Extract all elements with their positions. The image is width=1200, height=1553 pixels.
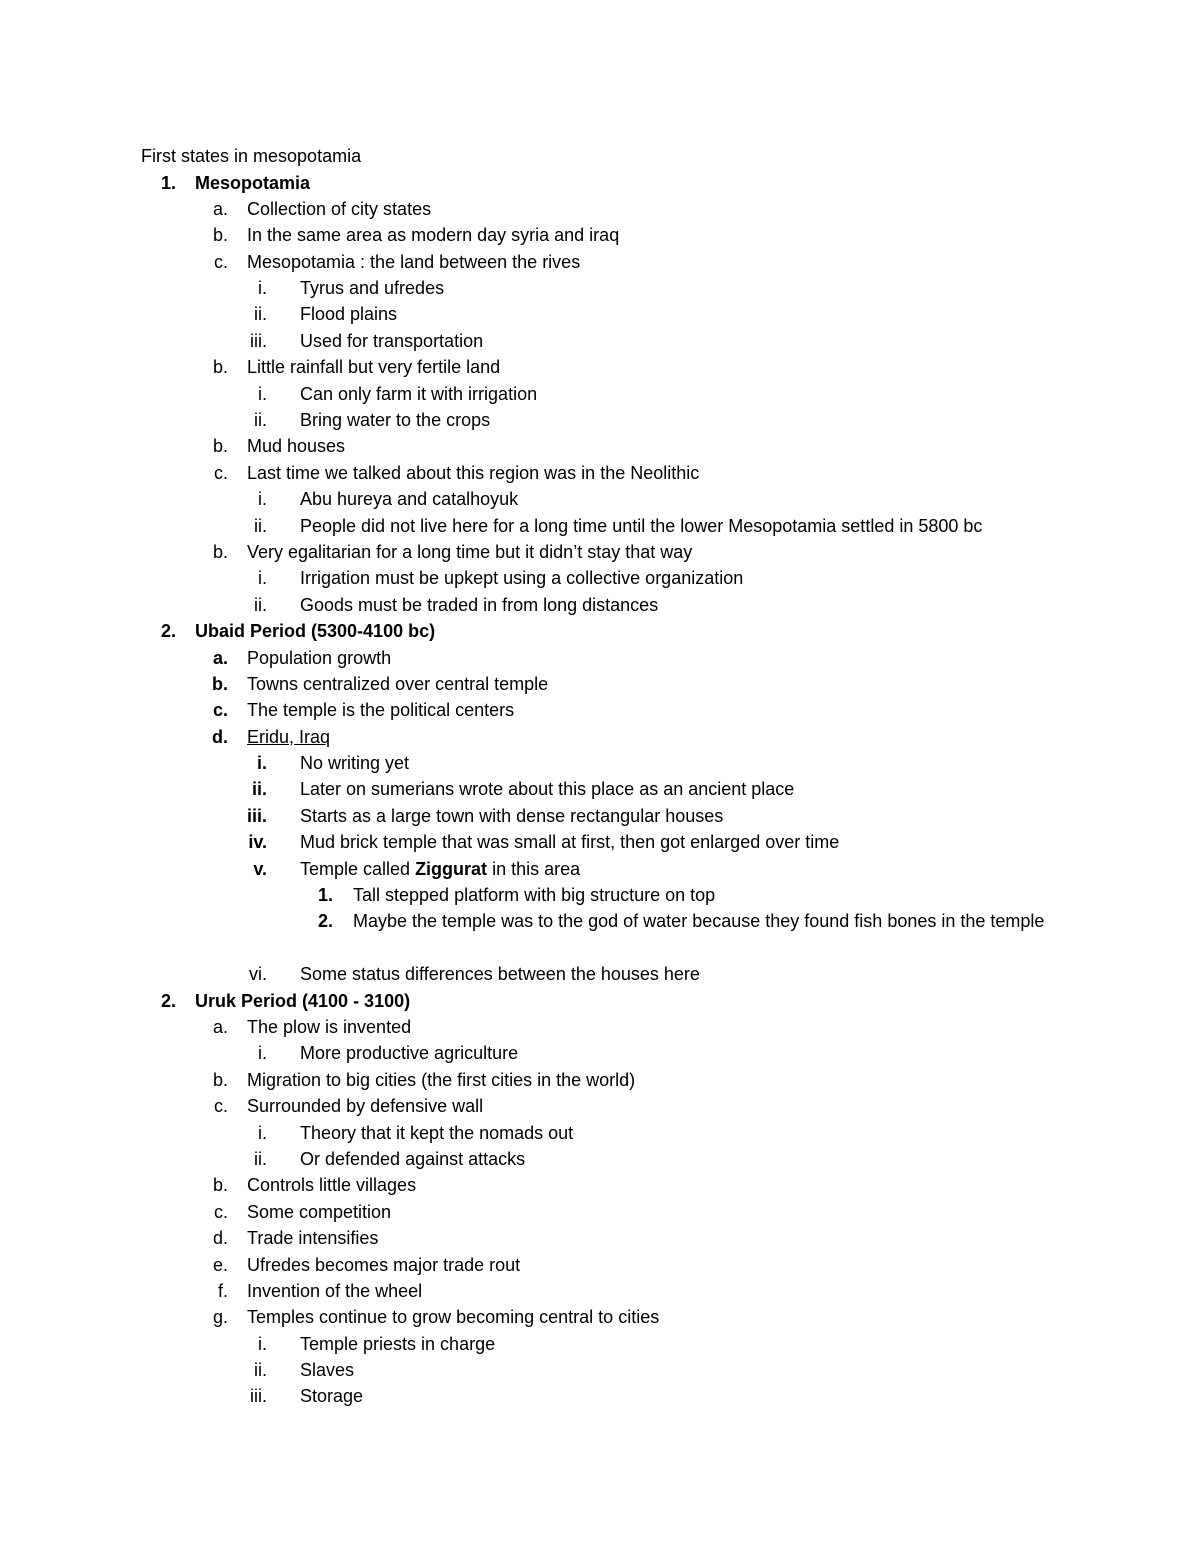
outline-item-level-2 xyxy=(0,697,1200,723)
outline-item-marker: i. xyxy=(258,1333,267,1354)
outline-list xyxy=(0,170,1200,1410)
outline-item-marker: i. xyxy=(256,753,267,774)
outline-item-level-2 xyxy=(0,1093,1200,1119)
outline-item-marker: iv. xyxy=(248,832,267,853)
outline-item-level-2 xyxy=(0,354,1200,380)
outline-item-text: Or defended against attacks xyxy=(300,1148,526,1169)
outline-item-level-2 xyxy=(0,1172,1200,1198)
outline-item-text: Controls little villages xyxy=(247,1175,417,1196)
outline-item-marker: i. xyxy=(258,489,267,510)
outline-item-text: Towns centralized over central temple xyxy=(247,673,549,694)
outline-item-marker: b. xyxy=(212,1069,228,1090)
outline-item-text: Can only farm it with irrigation xyxy=(300,383,538,404)
outline-item-marker: i. xyxy=(258,1043,267,1064)
outline-item-text: Temples continue to grow becoming central to cities xyxy=(247,1307,660,1328)
outline-item-text: Ubaid Period (5300-4100 bc) xyxy=(195,621,436,642)
outline-item-marker: i. xyxy=(258,278,267,299)
outline-item-text: Maybe the temple was to the god of water because they found fish bones in the temple xyxy=(353,911,1045,932)
outline-item-level-2 xyxy=(0,1304,1200,1330)
outline-item-level-3 xyxy=(0,407,1200,433)
outline-item-level-3 xyxy=(0,275,1200,301)
outline-item-text: Migration to big cities (the first cities in the world) xyxy=(247,1069,636,1090)
outline-item-marker: c. xyxy=(213,251,228,272)
outline-item-marker: ii. xyxy=(251,779,267,800)
outline-item-marker: i. xyxy=(258,568,267,589)
outline-item-text: Last time we talked about this region was in the Neolithic xyxy=(247,462,700,483)
outline-item-marker: g. xyxy=(212,1307,228,1328)
outline-item-text-part: Temple called xyxy=(300,858,416,879)
outline-item-marker: b. xyxy=(212,673,228,694)
outline-item-text: Used for transportation xyxy=(300,330,484,351)
outline-item-text: Later on sumerians wrote about this place as an ancient place xyxy=(300,779,795,800)
outline-item-text: Ufredes becomes major trade rout xyxy=(247,1254,521,1275)
outline-item-level-4 xyxy=(0,908,1200,961)
outline-item-level-3 xyxy=(0,301,1200,327)
outline-item-text: The temple is the political centers xyxy=(247,700,515,721)
outline-item-marker: 2. xyxy=(160,621,176,642)
outline-item-text: More productive agriculture xyxy=(300,1043,519,1064)
outline-item-marker: e. xyxy=(212,1254,228,1275)
outline-item-level-3 xyxy=(0,829,1200,855)
outline-item-text: No writing yet xyxy=(300,753,410,774)
outline-item-level-2 xyxy=(0,196,1200,222)
outline-item-marker: a. xyxy=(212,1017,228,1038)
outline-item-marker: iii. xyxy=(246,805,267,826)
outline-item-marker: ii. xyxy=(254,594,267,615)
outline-item-marker: iii. xyxy=(250,330,267,351)
outline-item-text: Temple priests in charge xyxy=(300,1333,496,1354)
outline-item-level-2 xyxy=(0,222,1200,248)
outline-item-level-2 xyxy=(0,249,1200,275)
outline-item-level-3 xyxy=(0,750,1200,776)
outline-item-marker: 1. xyxy=(160,172,176,193)
outline-item-text-part: in this area xyxy=(487,858,581,879)
outline-item-marker: c. xyxy=(212,700,228,721)
outline-item-level-3 xyxy=(0,961,1200,987)
outline-item-text: Flood plains xyxy=(300,304,398,325)
outline-item-marker: b. xyxy=(212,1175,228,1196)
outline-item-marker: a. xyxy=(212,198,228,219)
outline-item-level-2 xyxy=(0,1014,1200,1040)
outline-item-text: Mesopotamia : the land between the rives xyxy=(247,251,581,272)
outline-item-text: In the same area as modern day syria and iraq xyxy=(247,225,620,246)
outline-item-level-3 xyxy=(0,1331,1200,1357)
outline-item-text: Collection of city states xyxy=(247,198,432,219)
outline-item-level-2 xyxy=(0,1252,1200,1278)
outline-item-level-3 xyxy=(0,1146,1200,1172)
outline-item-text: Some competition xyxy=(247,1201,392,1222)
outline-item-level-3 xyxy=(0,803,1200,829)
outline-item-level-3 xyxy=(0,328,1200,354)
outline-item-marker: b. xyxy=(212,541,228,562)
outline-item-level-3 xyxy=(0,592,1200,618)
outline-item-level-2 xyxy=(0,724,1200,750)
outline-item-level-2 xyxy=(0,1225,1200,1251)
outline-item-text: Little rainfall but very fertile land xyxy=(247,357,501,378)
outline-item-text: Storage xyxy=(300,1386,364,1407)
outline-item-marker: 2. xyxy=(160,990,176,1011)
outline-item-marker: 2. xyxy=(317,911,333,932)
outline-item-marker: i. xyxy=(258,383,267,404)
outline-item-marker: c. xyxy=(213,462,228,483)
outline-item-marker: i. xyxy=(258,1122,267,1143)
document-title: First states in mesopotamia xyxy=(141,146,362,166)
outline-item-text xyxy=(300,856,580,882)
outline-item-marker: 1. xyxy=(317,885,333,906)
outline-item-text: Mesopotamia xyxy=(195,172,311,193)
outline-item-marker: ii. xyxy=(254,1148,267,1169)
outline-item-text: Eridu, Iraq xyxy=(247,726,331,747)
outline-item-level-3 xyxy=(0,776,1200,802)
outline-item-marker: c. xyxy=(213,1096,228,1117)
outline-item-level-2 xyxy=(0,1278,1200,1304)
outline-item-level-2 xyxy=(0,433,1200,459)
outline-item-text: Goods must be traded in from long distances xyxy=(300,594,659,615)
outline-item-text: Starts as a large town with dense rectangular houses xyxy=(300,805,724,826)
outline-item-text: Slaves xyxy=(300,1360,355,1381)
outline-item-level-2 xyxy=(0,645,1200,671)
outline-item-level-2 xyxy=(0,671,1200,697)
outline-item-text: Bring water to the crops xyxy=(300,410,491,431)
outline-item-level-2 xyxy=(0,1067,1200,1093)
outline-item-level-3 xyxy=(0,381,1200,407)
outline-item-marker: d. xyxy=(212,726,228,747)
outline-item-level-3 xyxy=(0,1120,1200,1146)
outline-item-marker: vi. xyxy=(249,964,267,985)
outline-item-marker: b. xyxy=(212,357,228,378)
outline-item-level-3 xyxy=(0,1383,1200,1409)
outline-item-text: Some status differences between the houses here xyxy=(300,964,700,985)
outline-item-text: People did not live here for a long time until the lower Mesopotamia settled in 5800 bc xyxy=(300,515,983,536)
outline-item-text: Very egalitarian for a long time but it didn’t stay that way xyxy=(247,541,693,562)
outline-item-marker: v. xyxy=(253,858,267,879)
outline-item-text: Irrigation must be upkept using a collective organization xyxy=(300,568,744,589)
outline-item-marker: a. xyxy=(212,647,228,668)
outline-item-marker: ii. xyxy=(254,410,267,431)
outline-item-text: Trade intensifies xyxy=(247,1228,379,1249)
outline-item-level-1 xyxy=(0,988,1200,1014)
outline-item-text: Abu hureya and catalhoyuk xyxy=(300,489,519,510)
outline-item-level-3 xyxy=(0,513,1200,539)
outline-item-text: Tyrus and ufredes xyxy=(300,278,445,299)
outline-item-marker: d. xyxy=(212,1228,228,1249)
outline-item-level-3 xyxy=(0,565,1200,591)
outline-item-marker: b. xyxy=(212,225,228,246)
outline-item-text: Invention of the wheel xyxy=(247,1280,423,1301)
outline-item-text: Surrounded by defensive wall xyxy=(247,1096,484,1117)
outline-item-text: Theory that it kept the nomads out xyxy=(300,1122,574,1143)
outline-item-marker: iii. xyxy=(250,1386,267,1407)
outline-item-text-emphasis: Ziggurat xyxy=(415,858,488,879)
outline-item-text: Population growth xyxy=(247,647,392,668)
outline-item-text: Tall stepped platform with big structure on top xyxy=(353,885,716,906)
outline-item-text: Mud brick temple that was small at first, then got enlarged over time xyxy=(300,832,840,853)
outline-item-level-1 xyxy=(0,170,1200,196)
outline-item-level-3 xyxy=(0,486,1200,512)
outline-item-text: Uruk Period (4100 - 3100) xyxy=(195,990,411,1011)
outline-item-level-3 xyxy=(0,856,1200,882)
outline-item-marker: b. xyxy=(212,436,228,457)
outline-item-marker: f. xyxy=(217,1280,228,1301)
outline-item-marker: ii. xyxy=(254,515,267,536)
outline-item-marker: c. xyxy=(213,1201,228,1222)
outline-item-text: Mud houses xyxy=(247,436,346,457)
outline-item-level-4 xyxy=(0,882,1200,908)
outline-item-level-2 xyxy=(0,539,1200,565)
outline-item-marker: ii. xyxy=(254,304,267,325)
outline-item-level-2 xyxy=(0,1199,1200,1225)
outline-item-level-2 xyxy=(0,460,1200,486)
outline-item-text: The plow is invented xyxy=(247,1017,412,1038)
outline-item-marker: ii. xyxy=(254,1360,267,1381)
outline-item-level-3 xyxy=(0,1040,1200,1066)
outline-item-level-3 xyxy=(0,1357,1200,1383)
outline-item-level-1 xyxy=(0,618,1200,644)
